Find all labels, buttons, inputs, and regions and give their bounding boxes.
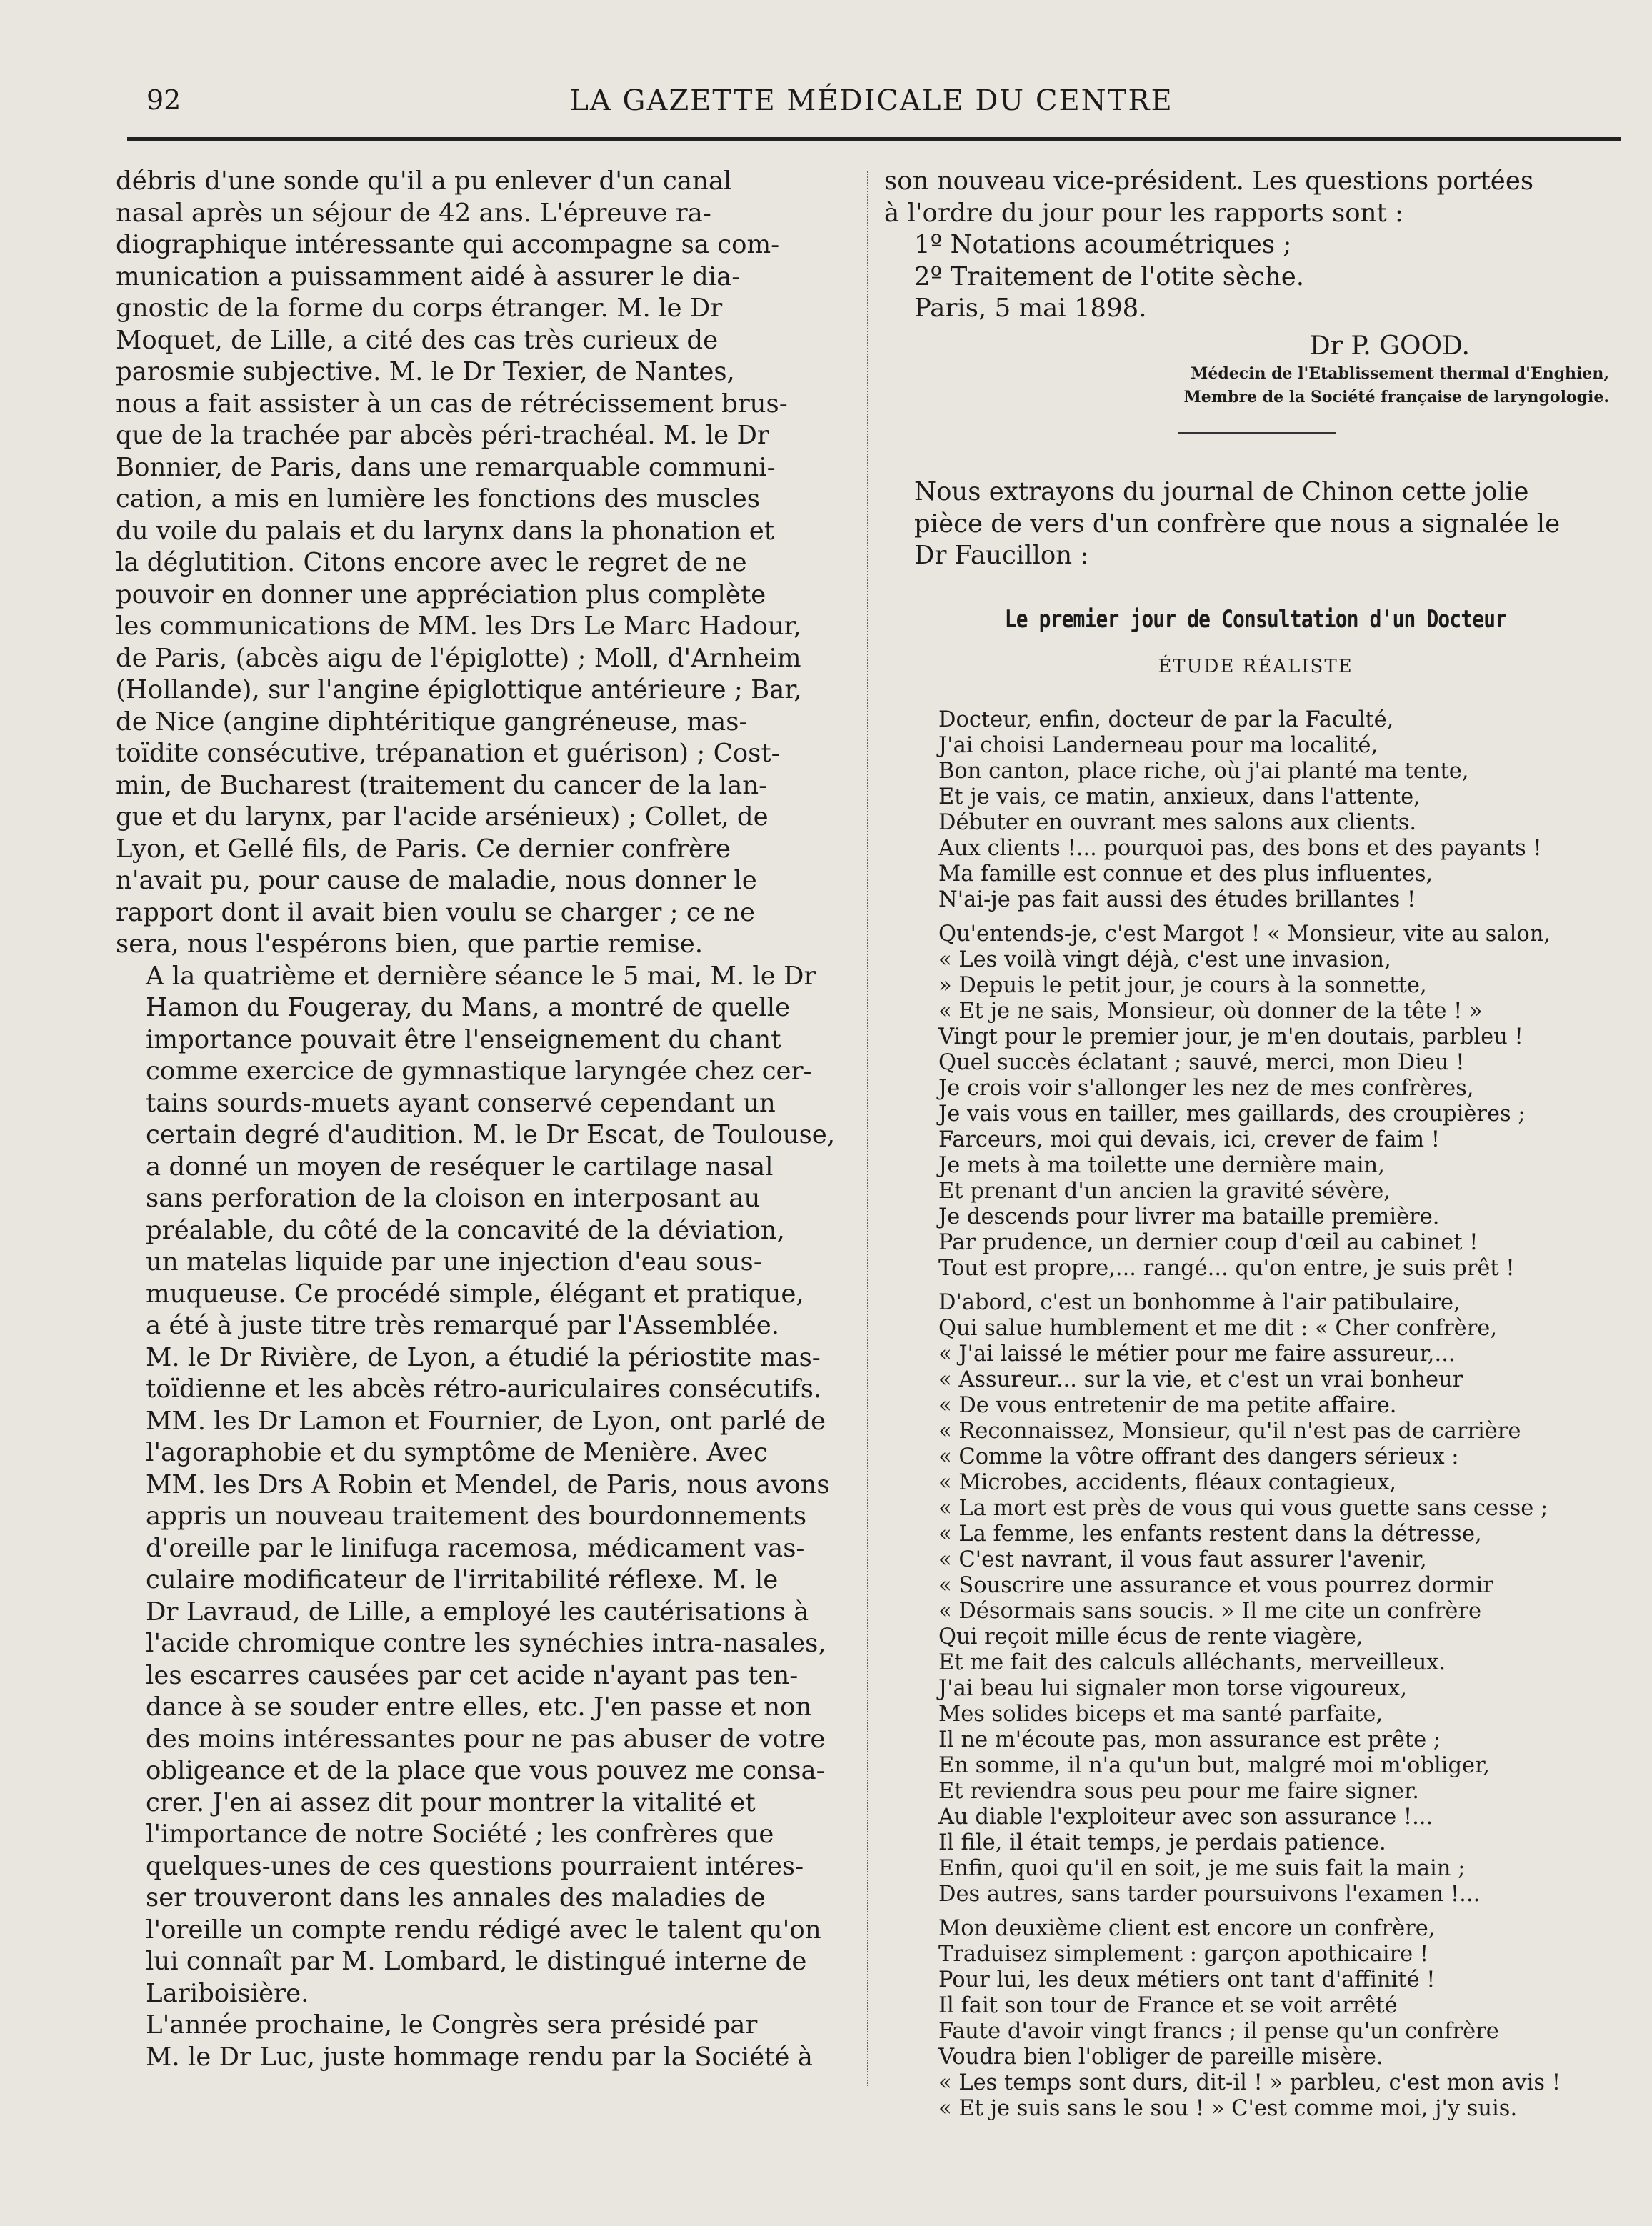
poem-verse: « Et je ne sais, Monsieur, où donner de la tête ! »	[938, 998, 1483, 1024]
text-line: d'oreille par le linifuga racemosa, médicament vas-	[146, 1533, 805, 1563]
poem-verse: « Microbes, accidents, fléaux contagieux,	[938, 1469, 1397, 1495]
poem-verse: « J'ai laissé le métier pour me faire assureur,...	[938, 1341, 1456, 1367]
text-line: min, de Bucharest (traitement du cancer de la lan-	[116, 770, 768, 800]
text-line: parosmie subjective. M. le Dr Texier, de Nantes,	[116, 357, 735, 386]
poem-verse: Docteur, enfin, docteur de par la Faculté,	[938, 707, 1394, 732]
text-line: nasal après un séjour de 42 ans. L'épreuve ra-	[116, 198, 711, 228]
text-line: Hamon du Fougeray, du Mans, a montré de quelle	[146, 993, 791, 1022]
text-line: rapport dont il avait bien voulu se charger ; ce ne	[116, 897, 755, 927]
left-column	[116, 166, 851, 2073]
text-line: pièce de vers d'un confrère que nous a signalée le	[914, 509, 1561, 539]
text-line: des moins intéressantes pour ne pas abuser de votre	[146, 1724, 826, 1754]
poem-verse: Vingt pour le premier jour, je m'en doutais, parbleu !	[938, 1024, 1523, 1049]
text-line: Moquet, de Lille, a cité des cas très curieux de	[116, 325, 719, 355]
text-line: Dr Faucillon :	[914, 541, 1089, 570]
poem-stanza	[938, 1916, 1627, 2122]
text-line: un matelas liquide par une injection d'eau sous-	[146, 1247, 762, 1277]
poem-stanza	[938, 707, 1627, 913]
poem-verse: Qui salue humblement et me dit : « Cher confrère,	[938, 1315, 1498, 1341]
agenda-list	[884, 229, 1627, 325]
text-line: les communications de MM. les Drs Le Marc Hadour,	[116, 612, 801, 641]
text-line: (Hollande), sur l'angine épiglottique antérieure ; Bar,	[116, 675, 802, 704]
text-line: lui connaît par M. Lombard, le distingué interne de	[146, 1947, 807, 1976]
text-line: M. le Dr Luc, juste hommage rendu par la Société à	[146, 2042, 813, 2072]
text-line: de Paris, (abcès aigu de l'épiglotte) ; Moll, d'Arnheim	[116, 643, 801, 673]
text-line: Lyon, et Gellé fils, de Paris. Ce dernier confrère	[116, 834, 731, 864]
poem-verse: Des autres, sans tarder poursuivons l'examen !...	[938, 1881, 1481, 1907]
section-divider	[1178, 432, 1336, 434]
text-line: n'avait pu, pour cause de maladie, nous donner le	[116, 866, 757, 895]
poem-verse: « Comme la vôtre offrant des dangers sérieux :	[938, 1444, 1459, 1469]
poem-verse: Et reviendra sous peu pour me faire signer.	[938, 1778, 1419, 1804]
poem-verse: Et prenant d'un ancien la gravité sévère,	[938, 1178, 1391, 1204]
poem-verse: « Reconnaissez, Monsieur, qu'il n'est pas de carrière	[938, 1418, 1521, 1444]
poem-verse: Pour lui, les deux métiers ont tant d'affinité !	[938, 1967, 1436, 1992]
header-rule	[127, 137, 1621, 141]
poem-verse: « C'est navrant, il vous faut assurer l'avenir,	[938, 1547, 1427, 1572]
text-line: a donné un moyen de reséquer le cartilage nasal	[146, 1152, 774, 1182]
poem-verse: Au diable l'exploiteur avec son assurance !...	[938, 1804, 1433, 1830]
text-line: Nous extrayons du journal de Chinon cette jolie	[914, 477, 1529, 506]
text-line: obligeance et de la place que vous pouvez me consa-	[146, 1756, 825, 1785]
text-line: sera, nous l'espérons bien, que partie remise.	[116, 929, 703, 959]
text-line: importance pouvait être l'enseignement du chant	[146, 1024, 781, 1054]
text-line: munication a puissamment aidé à assurer le dia-	[116, 261, 741, 291]
text-line: à l'ordre du jour pour les rapports sont :	[884, 198, 1404, 228]
column-separator	[867, 171, 870, 2086]
text-line: Bonnier, de Paris, dans une remarquable communi-	[116, 452, 776, 482]
poem-verse: Je crois voir s'allonger les nez de mes confrères,	[938, 1075, 1474, 1101]
text-line: l'agoraphobie et du symptôme de Menière. Avec	[146, 1438, 768, 1467]
poem-verse: Aux clients !... pourquoi pas, des bons et des payants !	[938, 835, 1542, 861]
text-line: L'année prochaine, le Congrès sera présidé par	[146, 2010, 758, 2040]
poem-verse: « Les temps sont durs, dit-il ! » parbleu, c'est mon avis !	[938, 2070, 1561, 2095]
text-line: diographique intéressante qui accompagne sa com-	[116, 230, 780, 259]
text-line: Dr Lavraud, de Lille, a employé les cautérisations à	[146, 1597, 809, 1627]
poem-verse: « Souscrire une assurance et vous pourrez dormir	[938, 1572, 1493, 1598]
page-number: 92	[146, 84, 181, 116]
poem-verse: Qui reçoit mille écus de rente viagère,	[938, 1624, 1363, 1649]
poem-verse: « La mort est près de vous qui vous guette sans cesse ;	[938, 1495, 1548, 1521]
text-line: ser trouveront dans les annales des maladies de	[146, 1883, 766, 1912]
text-line: certain degré d'audition. M. le Dr Escat, de Toulouse,	[146, 1120, 836, 1149]
signature-credential: Membre de la Société française de laryngologie.	[1183, 388, 1609, 406]
paragraph-vice-president	[884, 166, 1627, 229]
poem	[884, 707, 1627, 2122]
text-line: les escarres causées par cet acide n'ayant pas ten-	[146, 1660, 799, 1690]
text-line: l'acide chromique contre les synéchies intra-nasales,	[146, 1629, 826, 1658]
poem-verse: En somme, il n'a qu'un but, malgré moi m'obliger,	[938, 1752, 1491, 1778]
poem-stanza	[938, 1290, 1627, 1907]
poem-verse: Et me fait des calculs alléchants, merveilleux.	[938, 1649, 1446, 1675]
poem-verse: Débuter en ouvrant mes salons aux clients.	[938, 809, 1417, 835]
poem-verse: Je vais vous en tailler, mes gaillards, des croupières ;	[938, 1101, 1526, 1127]
poem-verse: J'ai choisi Landerneau pour ma localité,	[938, 732, 1378, 758]
text-line: MM. les Dr Lamon et Fournier, de Lyon, ont parlé de	[146, 1406, 826, 1436]
poem-verse: « Désormais sans soucis. » Il me cite un confrère	[938, 1598, 1481, 1624]
poem-verse: Mon deuxième client est encore un confrère,	[938, 1915, 1436, 1941]
text-line: appris un nouveau traitement des bourdonnements	[146, 1502, 807, 1531]
poem-verse: Tout est propre,... rangé... qu'on entre, je suis prêt !	[938, 1255, 1515, 1281]
text-line: quelques-unes de ces questions pourraient intéres-	[146, 1851, 804, 1881]
text-line: tains sourds-muets ayant conservé cependant un	[146, 1088, 776, 1118]
poem-verse: Traduisez simplement : garçon apothicaire !	[938, 1941, 1429, 1967]
poem-verse: « Assureur... sur la vie, et c'est un vrai bonheur	[938, 1367, 1463, 1392]
poem-verse: Il file, il était temps, je perdais patience.	[938, 1830, 1386, 1855]
poem-verse: « De vous entretenir de ma petite affaire.	[938, 1392, 1397, 1418]
text-line: préalable, du côté de la concavité de la déviation,	[146, 1215, 785, 1245]
poem-verse: Farceurs, moi qui devais, ici, crever de faim !	[938, 1127, 1441, 1152]
paragraph-fourth-session	[116, 961, 851, 2010]
text-line: la déglutition. Citons encore avec le regret de ne	[116, 548, 747, 577]
paragraph-chinon-intro	[884, 476, 1627, 572]
text-line: du voile du palais et du larynx dans la phonation et	[116, 516, 775, 546]
poem-verse: Je mets à ma toilette une dernière main,	[938, 1152, 1385, 1178]
poem-verse: N'ai-je pas fait aussi des études brillantes !	[938, 887, 1416, 912]
paragraph-next-year	[116, 2010, 851, 2073]
text-line: l'importance de notre Société ; les confrères que	[146, 1820, 774, 1849]
poem-verse: Enfin, quoi qu'il en soit, je me suis fait la main ;	[938, 1855, 1466, 1881]
text-line: que de la trachée par abcès péri-trachéal. M. le Dr	[116, 421, 769, 450]
text-line: de Nice (angine diphtéritique gangréneuse, mas-	[116, 707, 748, 737]
poem-verse: J'ai beau lui signaler mon torse vigoureux,	[938, 1675, 1407, 1701]
signature-name: Dr P. GOOD.	[1309, 331, 1470, 361]
paragraph-congress-communications	[116, 166, 851, 961]
text-line: comme exercice de gymnastique laryngée chez cer-	[146, 1057, 812, 1086]
text-line: débris d'une sonde qu'il a pu enlever d'un canal	[116, 166, 732, 196]
text-line: muqueuse. Ce procédé simple, élégant et pratique,	[146, 1279, 804, 1309]
poem-verse: D'abord, c'est un bonhomme à l'air patibulaire,	[938, 1289, 1461, 1315]
agenda-item: 2º Traitement de l'otite sèche.	[914, 261, 1305, 291]
poem-verse: Ma famille est connue et des plus influentes,	[938, 861, 1433, 887]
poem-stanza	[938, 922, 1627, 1282]
letter-date: Paris, 5 mai 1898.	[914, 294, 1147, 323]
poem-verse: Je descends pour livrer ma bataille première.	[938, 1204, 1440, 1229]
poem-verse: Et je vais, ce matin, anxieux, dans l'attente,	[938, 784, 1421, 809]
poem-verse: Voudra bien l'obliger de pareille misère.	[938, 2044, 1383, 2070]
poem-verse: Mes solides biceps et ma santé parfaite,	[938, 1701, 1383, 1727]
text-line: cation, a mis en lumière les fonctions des muscles	[116, 484, 761, 514]
poem-verse: Il fait son tour de France et se voit arrêté	[938, 1992, 1398, 2018]
text-line: sans perforation de la cloison en interposant au	[146, 1184, 761, 1213]
poem-verse: » Depuis le petit jour, je cours à la sonnette,	[938, 972, 1427, 998]
text-line: crer. J'en ai assez dit pour montrer la vitalité et	[146, 1787, 756, 1817]
poem-verse: « Les voilà vingt déjà, c'est une invasion,	[938, 947, 1391, 972]
poem-title: Le premier jour de Consultation d'un Docteur	[1004, 604, 1507, 634]
poem-verse: Par prudence, un dernier coup d'œil au cabinet !	[938, 1229, 1478, 1255]
text-line: nous a fait assister à un cas de rétrécissement brus-	[116, 389, 788, 419]
right-column	[884, 166, 1627, 2130]
text-line: gnostic de la forme du corps étranger. M. le Dr	[116, 294, 723, 323]
text-line: toïdite consécutive, trépanation et guérison) ; Cost-	[116, 739, 780, 768]
text-line: a été à juste titre très remarqué par l'Assemblée.	[146, 1311, 780, 1340]
agenda-item: 1º Notations acoumétriques ;	[914, 230, 1292, 259]
poem-verse: Faute d'avoir vingt francs ; il pense qu'un confrère	[938, 2018, 1499, 2044]
text-line: Lariboisière.	[146, 1978, 309, 2008]
poem-verse: Quel succès éclatant ; sauvé, merci, mon Dieu !	[938, 1049, 1465, 1075]
text-line: gue et du larynx, par l'acide arsénieux) ; Collet, de	[116, 802, 769, 832]
poem-subtitle: ÉTUDE RÉALISTE	[1158, 656, 1353, 677]
text-line: son nouveau vice-président. Les questions portées	[884, 166, 1534, 196]
text-line: A la quatrième et dernière séance le 5 mai, M. le Dr	[146, 961, 816, 991]
text-line: toïdienne et les abcès rétro-auriculaires consécutifs.	[146, 1374, 822, 1404]
poem-verse: Qu'entends-je, c'est Margot ! « Monsieur, vite au salon,	[938, 921, 1551, 947]
signature-credential: Médecin de l'Etablissement thermal d'Enghien,	[1191, 364, 1609, 383]
text-line: dance à se souder entre elles, etc. J'en passe et non	[146, 1692, 812, 1722]
poem-verse: Bon canton, place riche, où j'ai planté ma tente,	[938, 758, 1469, 784]
text-line: pouvoir en donner une appréciation plus complète	[116, 579, 766, 609]
running-title: LA GAZETTE MÉDICALE DU CENTRE	[569, 84, 1173, 117]
poem-verse: « Et je suis sans le sou ! » C'est comme moi, j'y suis.	[938, 2095, 1518, 2121]
poem-verse: « La femme, les enfants restent dans la détresse,	[938, 1521, 1482, 1547]
text-line: M. le Dr Rivière, de Lyon, a étudié la périostite mas-	[146, 1342, 821, 1372]
text-line: culaire modificateur de l'irritabilité réflexe. M. le	[146, 1565, 779, 1594]
poem-verse: Il ne m'écoute pas, mon assurance est prête ;	[938, 1727, 1441, 1752]
text-line: MM. les Drs A Robin et Mendel, de Paris, nous avons	[146, 1469, 830, 1499]
text-line: l'oreille un compte rendu rédigé avec le talent qu'on	[146, 1915, 821, 1945]
